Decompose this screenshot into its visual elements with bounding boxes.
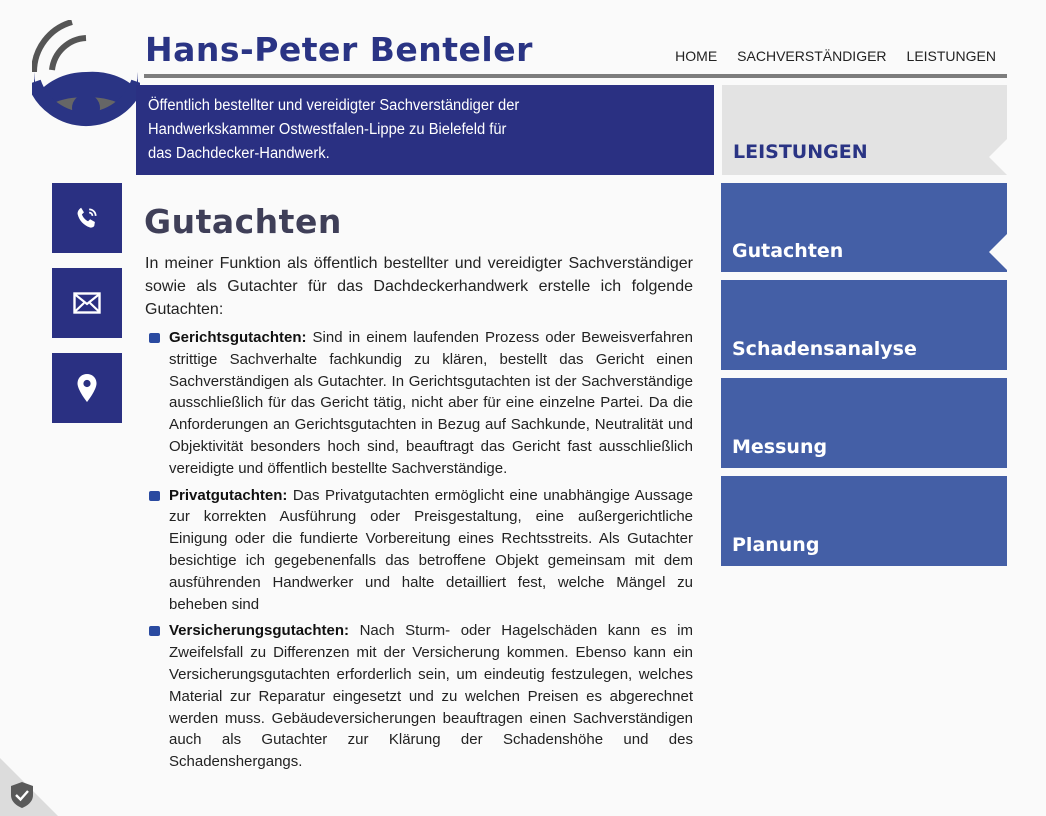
nav-leistungen[interactable]: LEISTUNGEN [906, 48, 996, 64]
bullet-icon [149, 333, 160, 343]
bullet-icon [149, 491, 160, 501]
location-pin-icon [77, 374, 97, 402]
sidebar-item-label: Schadensanalyse [732, 338, 917, 360]
list-item [145, 485, 693, 616]
notch-marker [989, 139, 1007, 175]
bullet-icon [149, 626, 160, 636]
phone-button[interactable] [52, 183, 122, 253]
nav-sachverstaendiger[interactable]: SACHVERSTÄNDIGER [737, 48, 887, 64]
nav-home[interactable]: HOME [675, 48, 718, 64]
active-notch-marker [989, 234, 1007, 270]
item-text: Sind in einem laufenden Prozess oder Beweisverfahren strittige Sachverhalte fachkundig zu klären, bestellt das Gericht einen Sachverständigen als Gutachter. In Gerichtsgutachten ist der Sachverständige ausschließlich für das Gericht tätig, nicht aber für eine einzelne Partei. Da die Anforderungen an Gerichtsgutachten in Bezug auf Sachkunde, Neutralität und Objektivität besonders hoch sind, beauftragt das Gericht fast ausschließlich vereidigte und öffentlich bestellte Sachverständige. [169, 329, 693, 477]
list-item [145, 620, 693, 773]
header-divider [144, 74, 1007, 78]
sidebar-item-planung[interactable] [721, 476, 1007, 566]
sidebar-item-schadensanalyse[interactable] [721, 280, 1007, 370]
item-text: Nach Sturm- oder Hagelschäden kann es im Zweifelsfall zu Differenzen mit der Versicherung kommen. Ebenso kann ein Versicherungsgutachten erforderlich sein, um eindeutig festzulegen, welches Material zur Reparatur eingesetzt und zu welchen Preisen es abgerechnet werden muss. Gebäudeversicherungen beauftragen einen Sachverständigen auch als Gutachter zur Klärung der Schadenshöhe und des Schadenshergangs. [169, 622, 693, 771]
page-title: Gutachten [144, 202, 342, 241]
sidebar-item-gutachten[interactable] [721, 183, 1007, 272]
intro-paragraph: In meiner Funktion als öffentlich bestellter und vereidigter Sachverständiger sowie als Gutachter für das Dachdeckerhandwerk erstelle ich folgende Gutachten: [145, 255, 693, 318]
top-navigation [675, 48, 996, 64]
sidebar-heading-box [722, 85, 1007, 175]
logo-icon [32, 20, 140, 128]
sidebar-item-messung[interactable] [721, 378, 1007, 468]
site-title: Hans-Peter Benteler [145, 30, 533, 69]
list-item [145, 327, 693, 480]
mail-button[interactable] [52, 268, 122, 338]
mail-icon [73, 292, 101, 314]
privacy-shield-icon[interactable] [0, 758, 58, 816]
main-content [145, 252, 693, 778]
item-term: Versicherungsgutachten: [169, 622, 350, 640]
item-term: Gerichtsgutachten: [169, 329, 307, 346]
intro-banner [136, 85, 714, 175]
phone-icon [74, 205, 100, 231]
sidebar-item-label: Gutachten [732, 240, 844, 262]
sidebar-heading: LEISTUNGEN [733, 141, 868, 163]
banner-text: Öffentlich bestellter und vereidigter Sachverständiger der Handwerkskammer Ostwestfalen-Lippe zu Bielefeld für das Dachdecker-Handwerk. [148, 97, 520, 162]
sidebar-item-label: Planung [732, 534, 820, 556]
item-text: Das Privatgutachten ermöglicht eine unabhängige Aussage zur korrekten Ausführung oder Preisgestaltung, eine außergerichtliche Einigung oder die fundierte Vorbereitung eines Rechtsstreits. Als Gutachter besichtige ich gegebenenfalls das betroffene Objekt gemeinsam mit dem ausführenden Handwerker und halte detailliert fest, welche Mängel zu beheben sind [169, 486, 693, 613]
item-term: Privatgutachten: [169, 486, 288, 504]
gutachten-list [145, 327, 693, 773]
location-button[interactable] [52, 353, 122, 423]
sidebar-item-label: Messung [732, 436, 828, 458]
